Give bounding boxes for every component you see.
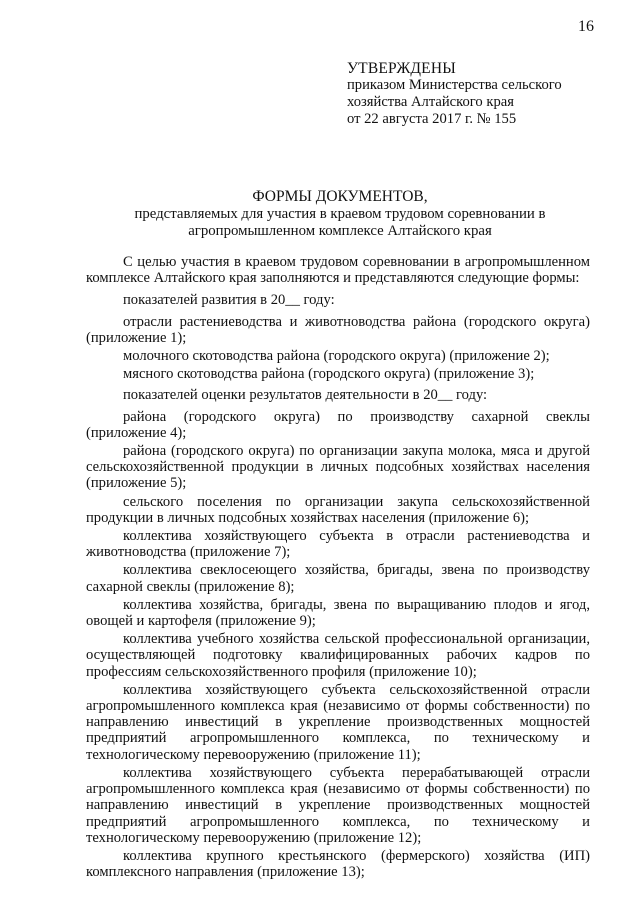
intro-paragraph: С целью участия в краевом трудовом соревновании в агропромышленном комплексе Алтайского края заполняются и представляются следующие формы: xyxy=(86,254,590,287)
title-subtitle: представляемых для участия в краевом трудовом соревновании в xyxy=(134,206,546,222)
page-number: 16 xyxy=(578,18,594,35)
title-main: ФОРМЫ ДОКУМЕНТОВ, xyxy=(252,188,428,205)
document-body xyxy=(86,254,590,882)
list-item: коллектива учебного хозяйства сельской профессиональной организации, осуществляющей подготовку квалифицированных рабочих кадров по профессиям сельскохозяйственного профиля (приложение 10); xyxy=(86,631,590,680)
approval-line: хозяйства Алтайского края xyxy=(347,94,514,110)
section-heading: показателей развития в 20__ году: xyxy=(123,292,335,309)
list-item: коллектива свеклосеющего хозяйства, бригады, звена по производству сахарной свеклы (приложение 8); xyxy=(86,562,590,595)
list-item: мясного скотоводства района (городского округа) (приложение 3); xyxy=(123,366,535,383)
approval-line: приказом Министерства сельского xyxy=(347,77,562,93)
list-item: сельского поселения по организации закупа сельскохозяйственной продукции в личных подсобных хозяйствах населения (приложение 6); xyxy=(86,493,590,526)
list-item: района (городского округа) по организации закупа молока, мяса и другой сельскохозяйственной продукции в личных подсобных хозяйствах населения (приложение 5); xyxy=(86,443,590,492)
list-item: коллектива хозяйствующего субъекта в отрасли растениеводства и животноводства (приложение 7); xyxy=(86,528,590,561)
list-item: отрасли растениеводства и животноводства района (городского округа) (приложение 1); xyxy=(86,313,590,346)
approval-caption: УТВЕРЖДЕНЫ xyxy=(347,60,456,77)
list-item: коллектива хозяйствующего субъекта перерабатывающей отрасли агропромышленного комплекса края (независимо от формы собственности) по направлению инвестиций в укрепление производственных мощностей предприятий агропромышленного комплекса, по техническому и технологическому перевооружению (приложение 12); xyxy=(86,764,590,846)
list-item: коллектива хозяйствующего субъекта сельскохозяйственной отрасли агропромышленного комплекса края (независимо от формы собственности) по направлению инвестиций в укрепление производственных мощностей предприятий агропромышленного комплекса, по техническому и технологическому перевооружению (приложение 11); xyxy=(86,681,590,763)
list-item: района (городского округа) по производству сахарной свеклы (приложение 4); xyxy=(86,408,590,441)
list-item: коллектива крупного крестьянского (фермерского) хозяйства (ИП) комплексного направления (приложение 13); xyxy=(86,847,590,881)
list-item: коллектива хозяйства, бригады, звена по выращиванию плодов и ягод, овощей и картофеля (приложение 9); xyxy=(86,596,590,630)
title-subtitle: агропромышленном комплексе Алтайского края xyxy=(188,223,492,239)
section-heading: показателей оценки результатов деятельности в 20__ году: xyxy=(123,387,488,404)
approval-line: от 22 августа 2017 г. № 155 xyxy=(347,111,517,127)
document-title xyxy=(70,188,610,240)
approval-block xyxy=(347,60,597,128)
list-item: молочного скотоводства района (городского округа) (приложение 2); xyxy=(123,348,550,365)
